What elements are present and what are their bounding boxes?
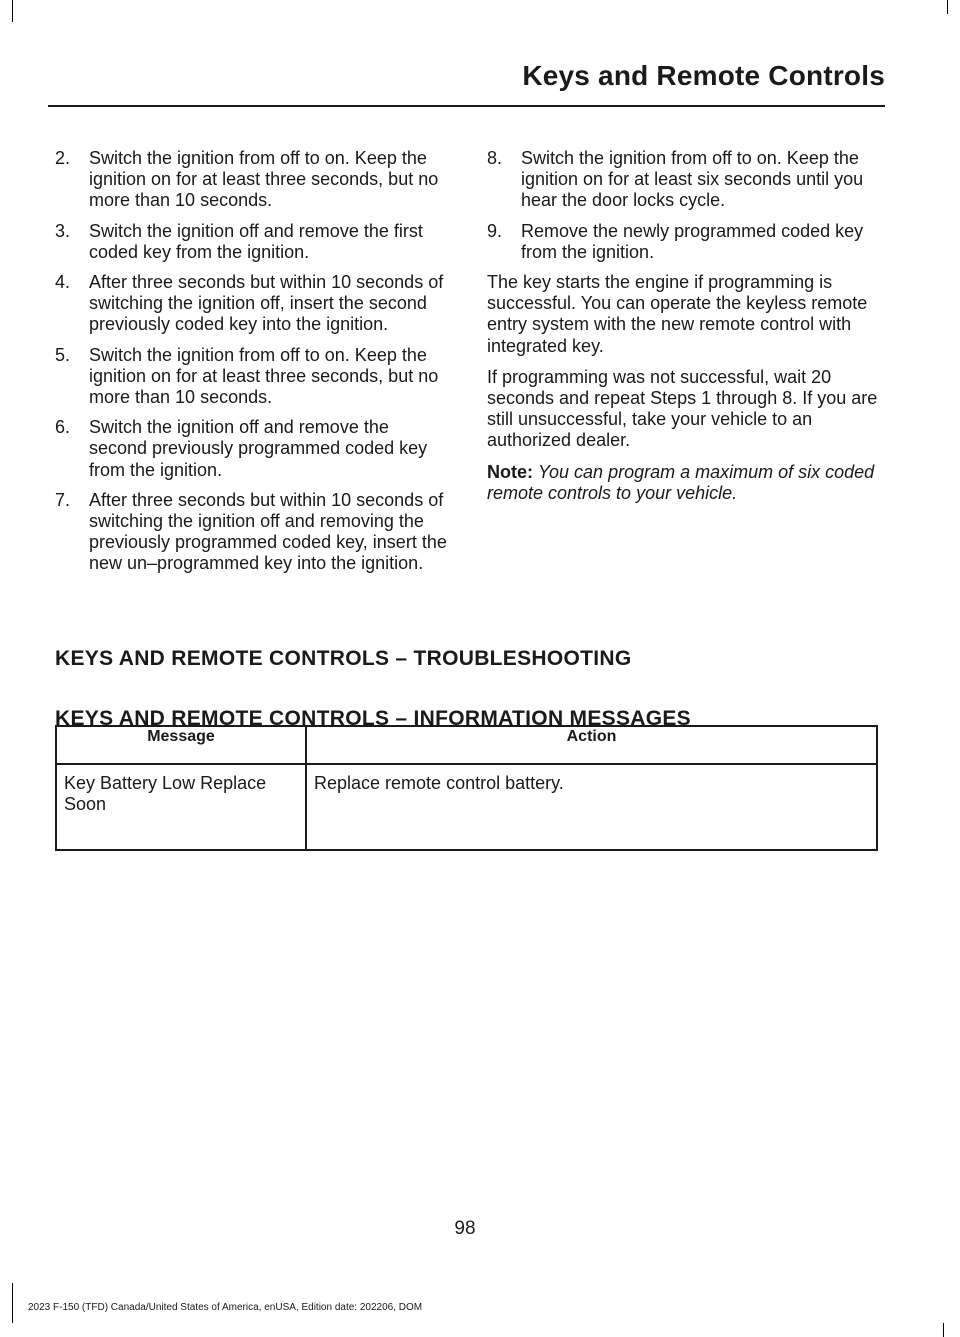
paragraph-programming-failure: If programming was not successful, wait 20 seconds and repeat Steps 1 through 8. If you are still unsuccessful, take your vehicle to an authorized dealer. <box>487 366 878 451</box>
step-text: Switch the ignition from off to on. Keep the ignition on for at least three seconds, but no more than 10 seconds. <box>89 148 439 211</box>
cell-message: Key Battery Low Replace Soon <box>56 764 306 850</box>
step-number: 6. <box>55 417 71 438</box>
crop-mark-top-left <box>12 0 13 22</box>
column-header-action: Action <box>306 726 877 764</box>
step-text: Switch the ignition off and remove the second previously programmed coded key from the ignition. <box>89 417 428 480</box>
header-divider <box>48 105 885 107</box>
step-text: Switch the ignition from off to on. Keep the ignition on for at least three seconds, but no more than 10 seconds. <box>89 344 439 408</box>
step-number: 3. <box>55 220 71 241</box>
page-number: 98 <box>454 1218 476 1239</box>
step-text: Switch the ignition off and remove the first coded key from the ignition. <box>89 220 423 262</box>
right-steps-list <box>487 148 880 263</box>
crop-mark-bottom-right <box>943 1323 944 1337</box>
table-row <box>56 764 877 850</box>
left-column <box>55 148 450 584</box>
step-number: 9. <box>487 220 503 241</box>
step-number: 4. <box>55 272 71 293</box>
step-text: Remove the newly programmed coded key from the ignition. <box>521 220 864 262</box>
step-number: 8. <box>487 148 503 168</box>
section-heading-troubleshooting: KEYS AND REMOTE CONTROLS – TROUBLESHOOTING <box>55 647 632 670</box>
list-item <box>487 148 880 212</box>
note-label: Note: <box>487 461 533 482</box>
step-text: Switch the ignition from off to on. Keep the ignition on for at least six seconds until you hear the door locks cycle. <box>521 148 864 211</box>
section-heading-information-messages: KEYS AND REMOTE CONTROLS – INFORMATION MESSAGES <box>55 707 691 730</box>
step-number: 2. <box>55 148 71 168</box>
list-item <box>55 490 450 575</box>
list-item <box>487 221 880 263</box>
crop-mark-top-right <box>947 0 948 14</box>
crop-mark-bottom-left <box>12 1283 13 1323</box>
right-column <box>487 148 880 514</box>
step-number: 5. <box>55 344 71 365</box>
information-messages-table <box>55 725 878 851</box>
table-header-row <box>56 726 877 764</box>
step-text: After three seconds but within 10 seconds of switching the ignition off and removing the previously programmed coded key, insert the new un–programmed key into the ignition. <box>89 489 447 574</box>
list-item <box>55 272 450 336</box>
footer-edition-info: 2023 F-150 (TFD) Canada/United States of America, enUSA, Edition date: 202206, DOM <box>28 1302 423 1313</box>
list-item <box>55 148 450 212</box>
list-item <box>55 345 450 409</box>
list-item <box>55 221 450 263</box>
step-number: 7. <box>55 489 71 510</box>
list-item <box>55 417 450 481</box>
column-header-message: Message <box>56 726 306 764</box>
note <box>487 462 880 504</box>
cell-action: Replace remote control battery. <box>306 764 877 850</box>
left-steps-list <box>55 148 450 575</box>
page-header-title: Keys and Remote Controls <box>522 60 885 91</box>
step-text: After three seconds but within 10 seconds of switching the ignition off, insert the second previously coded key into the ignition. <box>89 272 444 335</box>
paragraph-programming-success: The key starts the engine if programming is successful. You can operate the keyless remote entry system with the new remote control with integrated key. <box>487 272 868 356</box>
note-text: You can program a maximum of six coded remote controls to your vehicle. <box>487 461 875 503</box>
